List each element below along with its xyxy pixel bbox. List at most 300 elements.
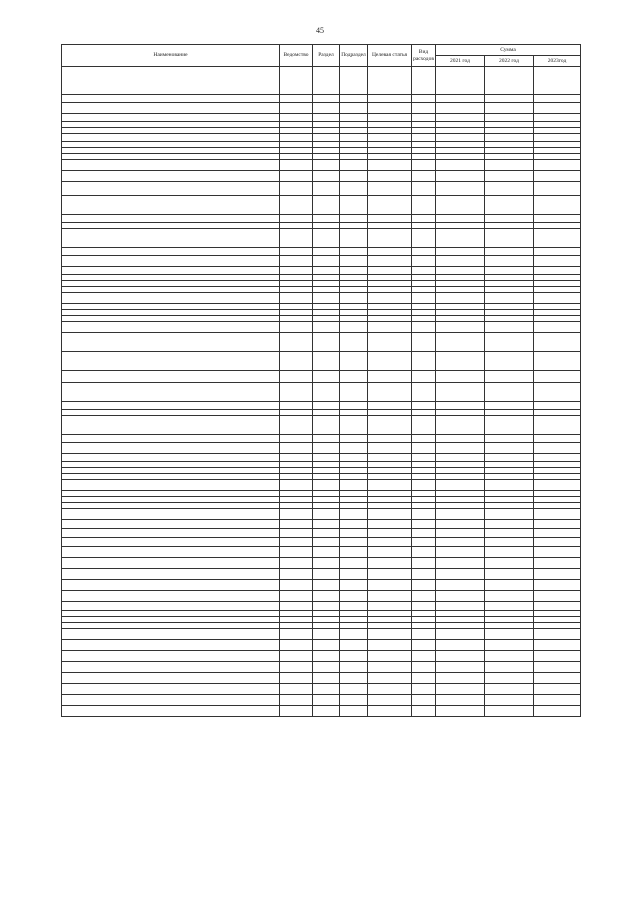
table-cell — [62, 629, 280, 640]
table-row — [62, 293, 581, 304]
table-row — [62, 160, 581, 171]
table-cell — [280, 114, 313, 122]
table-cell — [313, 182, 340, 196]
table-cell — [368, 402, 412, 410]
table-cell — [534, 371, 581, 383]
table-cell — [280, 248, 313, 256]
table-cell — [62, 256, 280, 267]
table-cell — [534, 538, 581, 547]
table-cell — [280, 322, 313, 333]
table-cell — [62, 435, 280, 443]
table-cell — [436, 706, 485, 717]
table-cell — [280, 529, 313, 538]
table-cell — [534, 171, 581, 182]
table-cell — [313, 454, 340, 462]
table-cell — [280, 134, 313, 142]
table-cell — [436, 509, 485, 520]
table-cell — [62, 673, 280, 684]
table-cell — [485, 673, 534, 684]
table-cell — [280, 454, 313, 462]
header-year-2023: 2023год — [534, 56, 581, 67]
table-cell — [280, 103, 313, 114]
table-cell — [485, 580, 534, 591]
table-cell — [313, 684, 340, 695]
table-cell — [280, 160, 313, 171]
table-cell — [534, 520, 581, 529]
table-cell — [436, 103, 485, 114]
table-cell — [534, 114, 581, 122]
table-cell — [485, 160, 534, 171]
table-cell — [485, 114, 534, 122]
table-cell — [313, 480, 340, 491]
table-cell — [485, 480, 534, 491]
table-cell — [534, 558, 581, 569]
table-cell — [534, 248, 581, 256]
table-cell — [62, 383, 280, 402]
table-cell — [436, 171, 485, 182]
table-cell — [62, 103, 280, 114]
table-cell — [280, 352, 313, 371]
table-cell — [368, 435, 412, 443]
table-cell — [368, 196, 412, 215]
table-row — [62, 454, 581, 462]
table-cell — [368, 182, 412, 196]
table-cell — [313, 134, 340, 142]
table-cell — [313, 569, 340, 580]
table-cell — [485, 383, 534, 402]
table-cell — [340, 229, 368, 248]
table-row — [62, 182, 581, 196]
table-cell — [280, 558, 313, 569]
table-cell — [368, 529, 412, 538]
table-cell — [313, 443, 340, 454]
table-cell — [534, 569, 581, 580]
table-cell — [412, 509, 436, 520]
table-cell — [368, 171, 412, 182]
table-cell — [313, 322, 340, 333]
table-row — [62, 706, 581, 717]
table-row — [62, 651, 581, 662]
table-cell — [340, 454, 368, 462]
table-cell — [340, 651, 368, 662]
table-cell — [62, 196, 280, 215]
table-cell — [313, 352, 340, 371]
table-cell — [485, 322, 534, 333]
table-cell — [340, 662, 368, 673]
table-cell — [412, 114, 436, 122]
table-cell — [534, 443, 581, 454]
table-row — [62, 520, 581, 529]
table-cell — [412, 103, 436, 114]
table-cell — [436, 662, 485, 673]
table-cell — [62, 651, 280, 662]
table-cell — [340, 706, 368, 717]
table-cell — [412, 215, 436, 223]
table-cell — [534, 67, 581, 95]
table-cell — [412, 580, 436, 591]
table-cell — [340, 182, 368, 196]
table-cell — [485, 352, 534, 371]
table-cell — [280, 662, 313, 673]
table-cell — [62, 402, 280, 410]
table-cell — [534, 256, 581, 267]
table-cell — [313, 538, 340, 547]
table-cell — [280, 673, 313, 684]
table-cell — [485, 67, 534, 95]
table-cell — [340, 352, 368, 371]
table-cell — [436, 383, 485, 402]
table-cell — [340, 171, 368, 182]
table-cell — [62, 591, 280, 602]
table-cell — [340, 591, 368, 602]
table-cell — [485, 371, 534, 383]
table-cell — [368, 67, 412, 95]
table-cell — [534, 695, 581, 706]
table-cell — [368, 480, 412, 491]
table-cell — [412, 267, 436, 275]
table-cell — [62, 662, 280, 673]
table-cell — [340, 520, 368, 529]
table-cell — [280, 215, 313, 223]
table-cell — [368, 662, 412, 673]
table-cell — [485, 95, 534, 103]
table-cell — [62, 215, 280, 223]
table-cell — [340, 443, 368, 454]
table-cell — [280, 591, 313, 602]
table-cell — [436, 529, 485, 538]
table-cell — [412, 293, 436, 304]
table-cell — [412, 695, 436, 706]
table-cell — [368, 673, 412, 684]
table-row — [62, 402, 581, 410]
table-cell — [485, 333, 534, 352]
table-cell — [485, 267, 534, 275]
table-cell — [62, 529, 280, 538]
table-cell — [485, 520, 534, 529]
table-cell — [412, 435, 436, 443]
table-cell — [412, 569, 436, 580]
table-cell — [436, 454, 485, 462]
table-cell — [313, 160, 340, 171]
table-cell — [340, 558, 368, 569]
table-cell — [340, 695, 368, 706]
table-cell — [436, 443, 485, 454]
table-cell — [534, 182, 581, 196]
table-cell — [368, 443, 412, 454]
table-cell — [534, 580, 581, 591]
table-cell — [485, 538, 534, 547]
table-cell — [412, 454, 436, 462]
table-cell — [313, 558, 340, 569]
header-sum: Сумма — [436, 45, 581, 56]
table-cell — [340, 160, 368, 171]
table-row — [62, 322, 581, 333]
header-section: Раздел — [313, 45, 340, 67]
table-cell — [313, 602, 340, 611]
table-cell — [534, 322, 581, 333]
table-row — [62, 352, 581, 371]
table-cell — [340, 538, 368, 547]
table-cell — [280, 538, 313, 547]
table-row — [62, 529, 581, 538]
table-cell — [534, 706, 581, 717]
table-cell — [436, 402, 485, 410]
table-cell — [280, 706, 313, 717]
table-cell — [340, 67, 368, 95]
table-cell — [412, 248, 436, 256]
table-cell — [534, 134, 581, 142]
table-cell — [280, 602, 313, 611]
table-cell — [313, 383, 340, 402]
table-cell — [412, 160, 436, 171]
table-cell — [340, 267, 368, 275]
table-cell — [436, 480, 485, 491]
table-cell — [313, 333, 340, 352]
table-cell — [62, 684, 280, 695]
table-cell — [313, 529, 340, 538]
table-cell — [412, 547, 436, 558]
table-cell — [313, 371, 340, 383]
table-row — [62, 416, 581, 435]
table-cell — [534, 629, 581, 640]
table-cell — [436, 651, 485, 662]
table-cell — [280, 480, 313, 491]
table-cell — [485, 215, 534, 223]
table-cell — [340, 547, 368, 558]
table-row — [62, 640, 581, 651]
table-cell — [485, 402, 534, 410]
table-cell — [534, 267, 581, 275]
table-cell — [436, 538, 485, 547]
table-cell — [436, 591, 485, 602]
table-cell — [436, 695, 485, 706]
table-cell — [368, 695, 412, 706]
table-cell — [534, 103, 581, 114]
table-cell — [368, 558, 412, 569]
table-cell — [280, 182, 313, 196]
table-row — [62, 602, 581, 611]
table-cell — [485, 454, 534, 462]
table-cell — [340, 640, 368, 651]
table-cell — [412, 480, 436, 491]
table-cell — [368, 256, 412, 267]
header-ministry: Ведомство — [280, 45, 313, 67]
table-cell — [412, 196, 436, 215]
table-cell — [485, 182, 534, 196]
table-cell — [485, 416, 534, 435]
table-cell — [280, 196, 313, 215]
table-cell — [436, 182, 485, 196]
table-cell — [62, 558, 280, 569]
table-cell — [62, 706, 280, 717]
table-cell — [534, 480, 581, 491]
table-cell — [280, 67, 313, 95]
table-cell — [280, 95, 313, 103]
table-cell — [62, 248, 280, 256]
table-cell — [313, 640, 340, 651]
table-cell — [62, 480, 280, 491]
table-cell — [436, 215, 485, 223]
table-cell — [340, 371, 368, 383]
table-cell — [412, 402, 436, 410]
table-row — [62, 695, 581, 706]
table-cell — [62, 443, 280, 454]
table-cell — [436, 114, 485, 122]
budget-table — [61, 44, 581, 717]
table-cell — [62, 293, 280, 304]
table-cell — [280, 416, 313, 435]
table-cell — [313, 706, 340, 717]
table-cell — [340, 114, 368, 122]
table-cell — [340, 684, 368, 695]
table-cell — [280, 629, 313, 640]
table-cell — [280, 651, 313, 662]
header-expense-type: Вид расходов — [412, 45, 436, 67]
table-cell — [436, 160, 485, 171]
table-row — [62, 480, 581, 491]
table-cell — [340, 196, 368, 215]
table-cell — [368, 103, 412, 114]
table-cell — [62, 640, 280, 651]
table-cell — [368, 602, 412, 611]
table-cell — [62, 134, 280, 142]
table-cell — [368, 569, 412, 580]
table-cell — [368, 333, 412, 352]
table-cell — [412, 602, 436, 611]
table-cell — [412, 416, 436, 435]
table-cell — [412, 182, 436, 196]
table-cell — [340, 435, 368, 443]
table-cell — [368, 114, 412, 122]
table-cell — [313, 293, 340, 304]
table-cell — [485, 706, 534, 717]
table-cell — [280, 256, 313, 267]
table-row — [62, 569, 581, 580]
table-cell — [368, 248, 412, 256]
table-cell — [280, 402, 313, 410]
table-cell — [280, 580, 313, 591]
table-row — [62, 215, 581, 223]
table-row — [62, 95, 581, 103]
table-cell — [313, 215, 340, 223]
table-cell — [340, 256, 368, 267]
table-cell — [436, 293, 485, 304]
table-cell — [368, 383, 412, 402]
table-cell — [534, 651, 581, 662]
table-row — [62, 509, 581, 520]
table-cell — [62, 520, 280, 529]
table-cell — [485, 103, 534, 114]
table-cell — [412, 629, 436, 640]
table-cell — [368, 509, 412, 520]
table-cell — [485, 695, 534, 706]
table-cell — [313, 402, 340, 410]
table-cell — [313, 67, 340, 95]
table-cell — [340, 95, 368, 103]
table-cell — [340, 629, 368, 640]
table-cell — [62, 114, 280, 122]
table-cell — [62, 569, 280, 580]
table-cell — [62, 547, 280, 558]
table-cell — [534, 333, 581, 352]
table-cell — [340, 134, 368, 142]
table-cell — [368, 215, 412, 223]
table-cell — [412, 706, 436, 717]
table-cell — [534, 662, 581, 673]
table-cell — [62, 95, 280, 103]
table-cell — [313, 229, 340, 248]
table-cell — [313, 591, 340, 602]
table-cell — [412, 651, 436, 662]
table-cell — [340, 569, 368, 580]
table-row — [62, 171, 581, 182]
table-cell — [534, 547, 581, 558]
table-cell — [534, 454, 581, 462]
table-cell — [280, 569, 313, 580]
table-cell — [340, 103, 368, 114]
table-cell — [534, 352, 581, 371]
table-cell — [368, 454, 412, 462]
table-cell — [340, 580, 368, 591]
table-cell — [62, 160, 280, 171]
table-cell — [534, 416, 581, 435]
table-cell — [534, 160, 581, 171]
table-cell — [436, 67, 485, 95]
table-cell — [534, 673, 581, 684]
table-cell — [340, 529, 368, 538]
page-number: 45 — [316, 26, 324, 35]
table-cell — [340, 248, 368, 256]
table-cell — [485, 248, 534, 256]
table-cell — [313, 629, 340, 640]
table-cell — [436, 547, 485, 558]
table-cell — [412, 171, 436, 182]
table-cell — [280, 293, 313, 304]
table-cell — [368, 293, 412, 304]
table-cell — [485, 684, 534, 695]
table-cell — [280, 684, 313, 695]
table-cell — [436, 267, 485, 275]
table-cell — [534, 591, 581, 602]
table-cell — [340, 322, 368, 333]
table-row — [62, 580, 581, 591]
table-row — [62, 103, 581, 114]
table-cell — [62, 67, 280, 95]
table-row — [62, 629, 581, 640]
table-cell — [412, 662, 436, 673]
header-subsection: Подраздел — [340, 45, 368, 67]
table-cell — [436, 629, 485, 640]
table-cell — [313, 520, 340, 529]
table-cell — [62, 333, 280, 352]
table-cell — [436, 602, 485, 611]
table-cell — [368, 352, 412, 371]
table-cell — [280, 509, 313, 520]
table-cell — [368, 371, 412, 383]
table-cell — [534, 435, 581, 443]
table-body — [62, 67, 581, 717]
table-cell — [62, 416, 280, 435]
table-cell — [313, 103, 340, 114]
table-cell — [62, 371, 280, 383]
table-cell — [313, 95, 340, 103]
table-cell — [412, 333, 436, 352]
table-cell — [436, 229, 485, 248]
table-cell — [534, 215, 581, 223]
table-cell — [436, 371, 485, 383]
table-cell — [368, 547, 412, 558]
table-cell — [313, 196, 340, 215]
